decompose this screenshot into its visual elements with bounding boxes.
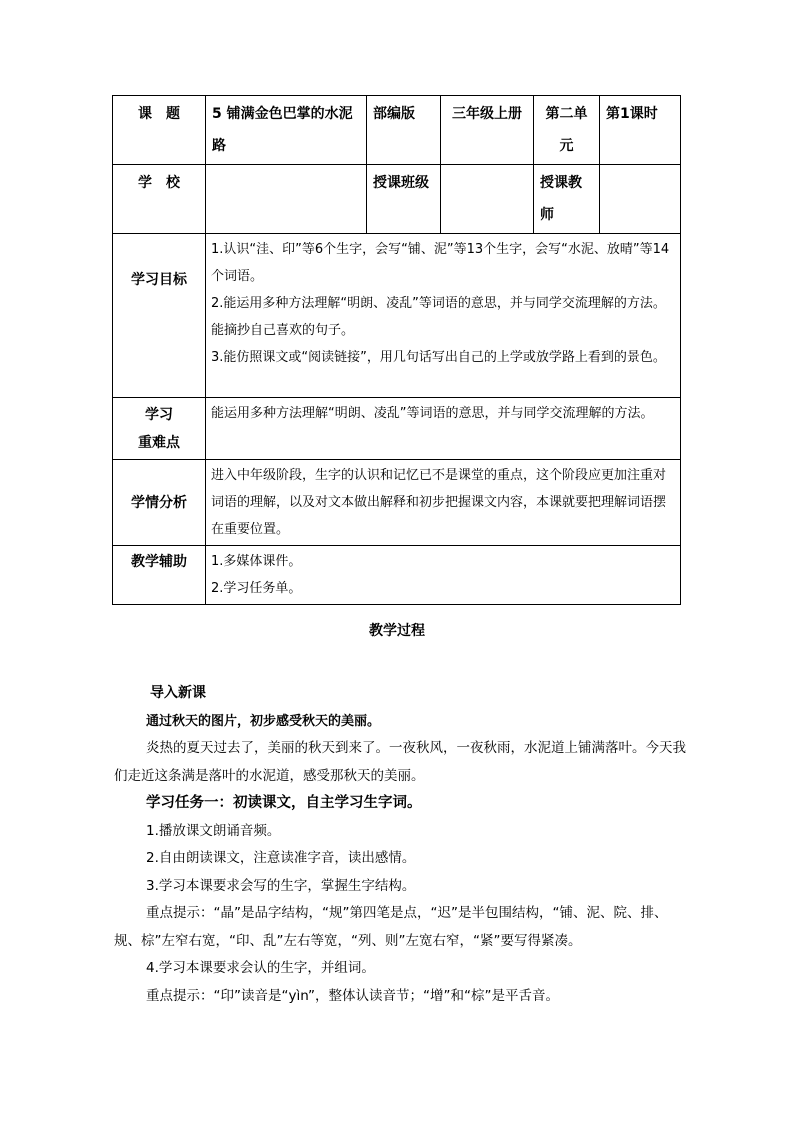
school-label: 学 校 bbox=[113, 165, 206, 234]
intro-subtitle: 通过秋天的图片，初步感受秋天的美丽。 bbox=[146, 713, 381, 729]
table-row bbox=[113, 165, 681, 234]
process-heading: 教学过程 bbox=[369, 623, 425, 639]
school-value bbox=[206, 165, 367, 234]
table-row bbox=[113, 398, 681, 460]
objective-item: 2.能运用多种方法理解“明朗、凌乱”等词语的意思，并与同学交流理解的方法。能摘抄自己喜欢的句子。 bbox=[211, 296, 666, 338]
edition: 部编版 bbox=[367, 96, 441, 165]
aids-content bbox=[206, 546, 681, 605]
table-row bbox=[113, 546, 681, 605]
lesson-title: 5 铺满金色巴掌的水泥路 bbox=[206, 96, 367, 165]
tip-1: 重点提示：“晶”是品字结构，“规”第四笔是点，“迟”是半包围结构，“铺、泥、院、排、规、棕”左窄右宽，“印、乱”左右等宽，“列、则”左宽右窄，“紧”要写得紧凑。 bbox=[114, 905, 668, 949]
step-item: 4.学习本课要求会认的生字，并组词。 bbox=[146, 960, 375, 976]
unit: 第二单元 bbox=[534, 96, 600, 165]
objective-item: 3.能仿照课文或“阅读链接”，用几句话写出自己的上学或放学路上看到的景色。 bbox=[211, 350, 666, 365]
objectives-content bbox=[206, 234, 681, 398]
teacher-label: 授课教师 bbox=[534, 165, 600, 234]
intro-title: 导入新课 bbox=[150, 685, 206, 701]
aid-item: 2.学习任务单。 bbox=[211, 581, 302, 596]
key-points-label bbox=[113, 398, 206, 460]
aid-item: 1.多媒体课件。 bbox=[211, 554, 302, 569]
lesson-info-table bbox=[112, 95, 681, 605]
objective-item: 1.认识“洼、印”等6个生字，会写“铺、泥”等13个生字，会写“水泥、放晴”等14个词语。 bbox=[211, 242, 670, 284]
table-row bbox=[113, 234, 681, 398]
intro-text: 炎热的夏天过去了，美丽的秋天到来了。一夜秋风，一夜秋雨，水泥道上铺满落叶。今天我们走近这条满是落叶的水泥道，感受那秋天的美丽。 bbox=[114, 740, 686, 784]
objectives-label: 学习目标 bbox=[113, 234, 206, 398]
key-points-label-line2: 重难点 bbox=[138, 434, 180, 451]
step-item: 1.播放课文朗诵音频。 bbox=[146, 822, 281, 839]
step-item: 3.学习本课要求会写的生字，掌握生字结构。 bbox=[146, 877, 416, 894]
class-value bbox=[441, 165, 534, 234]
teacher-value bbox=[600, 165, 681, 234]
analysis-label: 学情分析 bbox=[113, 460, 206, 546]
key-points-content: 能运用多种方法理解“明朗、凌乱”等词语的意思，并与同学交流理解的方法。 bbox=[206, 398, 681, 460]
process-body bbox=[114, 680, 686, 1010]
table-row bbox=[113, 96, 681, 165]
table-row bbox=[113, 460, 681, 546]
tip-2: 重点提示：“印”读音是“yìn”，整体认读音节；“增”和“棕”是平舌音。 bbox=[146, 987, 560, 1004]
grade: 三年级上册 bbox=[441, 96, 534, 165]
aids-label: 教学辅助 bbox=[113, 546, 206, 605]
class-label: 授课班级 bbox=[367, 165, 441, 234]
topic-label: 课 题 bbox=[113, 96, 206, 165]
task1-title: 学习任务一：初读课文，自主学习生字词。 bbox=[146, 795, 422, 811]
lesson-number: 第1课时 bbox=[600, 96, 681, 165]
analysis-content: 进入中年级阶段，生字的认识和记忆已不是课堂的重点，这个阶段应更加注重对词语的理解，以及对文本做出解释和初步把握课文内容，本课就要把理解词语摆在重要位置。 bbox=[206, 460, 681, 546]
step-item: 2.自由朗读课文，注意读准字音，读出感情。 bbox=[146, 850, 416, 866]
key-points-label-line1: 学习 bbox=[145, 406, 173, 423]
